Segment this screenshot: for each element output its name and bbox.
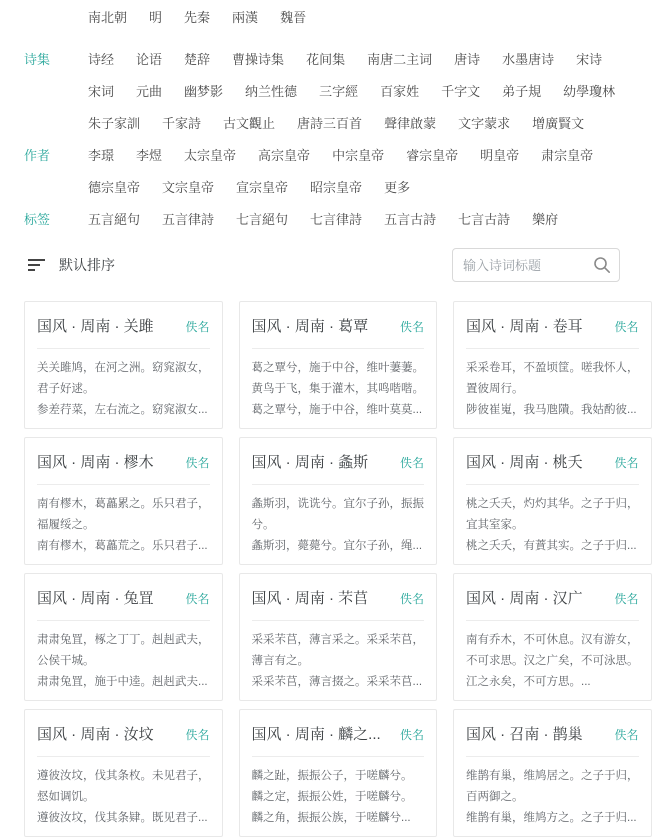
- toolbar: [0, 242, 626, 288]
- poem-excerpt-line: 君子好逑。: [37, 383, 95, 395]
- poem-author-link[interactable]: 佚名: [614, 456, 639, 470]
- filter-item[interactable]: 纳兰性德: [245, 84, 298, 99]
- filter-item[interactable]: 宣宗皇帝: [236, 180, 289, 195]
- poem-excerpt-line: 惄如调饥。: [37, 791, 95, 803]
- filter-item[interactable]: 弟子規: [502, 84, 542, 99]
- poem-title[interactable]: 国风 · 周南 · 汝坟: [37, 726, 154, 743]
- poem-card[interactable]: [24, 709, 223, 837]
- filter-item[interactable]: 五言古詩: [384, 212, 437, 227]
- filter-item[interactable]: 高宗皇帝: [258, 148, 311, 163]
- filter-item[interactable]: 明: [149, 10, 163, 25]
- poem-excerpt-line: 螽斯羽，诜诜兮。宜尔子孙，振振: [251, 498, 424, 510]
- poem-card-header: [37, 587, 210, 608]
- poem-excerpt-line: 维鹊有巢，维鸠方之。之子于归...: [466, 812, 637, 824]
- poem-excerpt-line: 麟之定，振振公姓，于嗟麟兮。: [251, 791, 413, 803]
- sort-label: 默认排序: [59, 257, 115, 273]
- poem-title[interactable]: 国风 · 周南 · 芣苢: [251, 590, 369, 607]
- poem-excerpt-line: 葛之覃兮，施于中谷，维叶莫莫...: [251, 404, 423, 416]
- filter-item[interactable]: 朱子家訓: [88, 116, 141, 131]
- card-divider: [252, 348, 425, 349]
- filter-item[interactable]: 幼學瓊林: [563, 84, 616, 99]
- poem-title[interactable]: 国风 · 周南 · 桃夭: [466, 454, 583, 471]
- filter-item[interactable]: 太宗皇帝: [184, 148, 237, 163]
- poem-title[interactable]: 国风 · 周南 · 关雎: [37, 318, 154, 335]
- poem-card[interactable]: [239, 301, 438, 429]
- poem-card-header: [252, 315, 425, 336]
- filter-item[interactable]: 元曲: [136, 84, 163, 99]
- poem-card[interactable]: [453, 709, 652, 837]
- filter-row-dynasty: [24, 8, 626, 28]
- poem-excerpt-line: 陟彼崔嵬，我马虺隤。我姑酌彼...: [466, 404, 637, 416]
- poem-card-grid: [0, 288, 639, 837]
- filter-panel: [0, 0, 626, 230]
- poem-excerpt-line: 公侯干城。: [37, 655, 95, 667]
- tag-items: [88, 210, 626, 230]
- filter-item[interactable]: 李璟: [88, 148, 115, 163]
- filter-item[interactable]: 聲律啟蒙: [384, 116, 437, 131]
- poem-excerpt-line: 南有樛木，葛藟荒之。乐只君子...: [37, 540, 208, 552]
- filter-item[interactable]: 中宗皇帝: [332, 148, 385, 163]
- poem-title[interactable]: 国风 · 周南 · 葛覃: [251, 318, 369, 335]
- poem-excerpt-line: 麟之趾，振振公子，于嗟麟兮。: [251, 770, 413, 782]
- poem-author-link[interactable]: 佚名: [399, 728, 424, 742]
- poem-excerpt-line: 麟之角，振振公族，于嗟麟兮...: [251, 812, 411, 824]
- poem-card-header: [37, 723, 210, 744]
- poem-card-header: [252, 587, 425, 608]
- poem-excerpt-line: 南有樛木，葛藟累之。乐只君子，: [37, 498, 210, 510]
- filter-item[interactable]: 南唐二主词: [367, 52, 433, 67]
- poem-title[interactable]: 国风 · 周南 · 螽斯: [251, 454, 369, 471]
- search-icon[interactable]: [593, 256, 611, 274]
- poem-excerpt-line: 福履绥之。: [37, 519, 95, 531]
- filter-item[interactable]: 千家詩: [162, 116, 202, 131]
- poem-card-header: [252, 451, 425, 472]
- card-divider: [37, 484, 210, 485]
- poem-excerpt-line: 薄言有之。: [251, 655, 309, 667]
- filter-label-collections: 诗集: [24, 52, 51, 67]
- poem-card-header: [37, 451, 210, 472]
- filter-label-tags: 标签: [24, 212, 51, 227]
- poem-title[interactable]: 国风 · 周南 · 樛木: [37, 454, 154, 471]
- poem-card[interactable]: [453, 573, 652, 701]
- poem-excerpt-line: 螽斯羽，薨薨兮。宜尔子孙，绳...: [251, 540, 423, 552]
- poem-author-link[interactable]: 佚名: [399, 320, 424, 334]
- card-divider: [37, 348, 210, 349]
- poem-author-link[interactable]: 佚名: [185, 320, 210, 334]
- filter-item[interactable]: 曹操诗集: [232, 52, 285, 67]
- search-box: [452, 248, 620, 282]
- card-divider: [466, 484, 639, 485]
- filter-item[interactable]: 魏晉: [280, 10, 307, 25]
- filter-item[interactable]: 兩漢: [232, 10, 259, 25]
- poem-title[interactable]: 国风 · 周南 · 卷耳: [466, 318, 583, 335]
- filter-item[interactable]: 七言律詩: [310, 212, 363, 227]
- poem-excerpt-line: 肃肃兔罝，施于中逵。赳赳武夫...: [37, 676, 208, 688]
- poem-excerpt-line: 黄鸟于飞，集于灌木，其鸣喈喈。: [251, 383, 424, 395]
- filter-item[interactable]: 文宗皇帝: [162, 180, 215, 195]
- poem-author-link[interactable]: 佚名: [399, 456, 424, 470]
- poem-card[interactable]: [453, 437, 652, 565]
- filter-label-authors: 作者: [24, 148, 51, 163]
- poem-card-header: [466, 315, 639, 336]
- author-items: [88, 146, 626, 198]
- poem-card[interactable]: [453, 301, 652, 429]
- poem-card[interactable]: [24, 573, 223, 701]
- poem-excerpt-line: 江之永矣，不可方思。...: [466, 676, 591, 688]
- poem-excerpt-line: 遵彼汝坟，伐其条肄。既见君子...: [37, 812, 208, 824]
- poem-author-link[interactable]: 佚名: [614, 728, 639, 742]
- poem-author-link[interactable]: 佚名: [185, 728, 210, 742]
- poem-excerpt-line: 遵彼汝坟，伐其条枚。未见君子，: [37, 770, 210, 782]
- poem-card[interactable]: [239, 437, 438, 565]
- filter-row-collections: [24, 50, 626, 134]
- filter-item[interactable]: 七言古詩: [458, 212, 511, 227]
- filter-item[interactable]: 五言律詩: [162, 212, 215, 227]
- poem-card[interactable]: [24, 301, 223, 429]
- filter-item[interactable]: 花间集: [306, 52, 346, 67]
- filter-item[interactable]: 楚辞: [184, 52, 211, 67]
- filter-item[interactable]: 唐詩三百首: [297, 116, 363, 131]
- poem-author-link[interactable]: 佚名: [614, 592, 639, 606]
- filter-item[interactable]: 百家姓: [380, 84, 420, 99]
- poem-card[interactable]: [239, 709, 438, 837]
- filter-item[interactable]: 南北朝: [88, 10, 128, 25]
- poem-excerpt-line: 宜其室家。: [466, 519, 524, 531]
- filter-item[interactable]: 幽梦影: [184, 84, 224, 99]
- poem-author-link[interactable]: 佚名: [185, 456, 210, 470]
- filter-item[interactable]: 昭宗皇帝: [310, 180, 363, 195]
- poem-title[interactable]: 国风 · 周南 · 兔罝: [37, 590, 154, 607]
- poem-excerpt-line: 不可求思。汉之广矣，不可泳思。: [466, 655, 639, 667]
- poem-excerpt-line: 采采芣苢，薄言掇之。采采芣苢...: [251, 676, 423, 688]
- poem-excerpt-line: 葛之覃兮，施于中谷，维叶萋萋。: [251, 362, 424, 374]
- poem-excerpt-line: 维鹊有巢，维鸠居之。之子于归，: [466, 770, 639, 782]
- poem-excerpt-line: 肃肃兔罝，椓之丁丁。赳赳武夫，: [37, 634, 210, 646]
- poem-excerpt-line: 兮。: [251, 519, 275, 531]
- poem-title[interactable]: 国风 · 周南 · 麟之...: [251, 726, 381, 743]
- card-divider: [252, 484, 425, 485]
- filter-item[interactable]: 宋词: [88, 84, 115, 99]
- poem-card-header: [37, 315, 210, 336]
- filter-item[interactable]: 水墨唐诗: [502, 52, 555, 67]
- poem-card-header: [466, 587, 639, 608]
- card-divider: [252, 620, 425, 621]
- dynasty-items: [88, 8, 626, 28]
- poem-title[interactable]: 国风 · 召南 · 鹊巢: [466, 726, 583, 743]
- filter-item[interactable]: 更多: [384, 180, 411, 195]
- poem-author-link[interactable]: 佚名: [399, 592, 424, 606]
- card-divider: [466, 348, 639, 349]
- filter-item[interactable]: 五言絕句: [88, 212, 141, 227]
- filter-item[interactable]: 先秦: [184, 10, 211, 25]
- filter-item[interactable]: 宋诗: [576, 52, 603, 67]
- card-divider: [466, 756, 639, 757]
- poem-excerpt-line: 桃之夭夭，有蕡其实。之子于归...: [466, 540, 637, 552]
- filter-row-authors: [24, 146, 626, 198]
- filter-item[interactable]: 肃宗皇帝: [541, 148, 594, 163]
- poem-excerpt-line: 参差荇菜，左右流之。窈窕淑女...: [37, 404, 208, 416]
- poem-title[interactable]: 国风 · 周南 · 汉广: [466, 590, 583, 607]
- card-divider: [37, 620, 210, 621]
- filter-item[interactable]: 明皇帝: [480, 148, 520, 163]
- filter-item[interactable]: 增廣賢文: [532, 116, 585, 131]
- sort-icon: [28, 258, 46, 272]
- filter-item[interactable]: 七言絕句: [236, 212, 289, 227]
- filter-item[interactable]: 文字蒙求: [458, 116, 511, 131]
- poem-excerpt-line: 百两御之。: [466, 791, 524, 803]
- filter-item[interactable]: 千字文: [441, 84, 481, 99]
- poem-excerpt-line: 南有乔木，不可休息。汉有游女，: [466, 634, 639, 646]
- poem-card-header: [466, 723, 639, 744]
- filter-item[interactable]: 论语: [136, 52, 163, 67]
- poem-card-header: [466, 451, 639, 472]
- poem-excerpt-line: 置彼周行。: [466, 383, 524, 395]
- poem-author-link[interactable]: 佚名: [614, 320, 639, 334]
- poem-excerpt-line: 关关雎鸠，在河之洲。窈窕淑女，: [37, 362, 210, 374]
- sort-control[interactable]: [28, 255, 115, 275]
- filter-item[interactable]: 樂府: [532, 212, 559, 227]
- poem-card[interactable]: [239, 573, 438, 701]
- filter-row-tags: [24, 210, 626, 230]
- poem-excerpt-line: 桃之夭夭，灼灼其华。之子于归，: [466, 498, 639, 510]
- poem-excerpt-line: 采采卷耳，不盈顷筐。嗟我怀人，: [466, 362, 639, 374]
- filter-item[interactable]: 李煜: [136, 148, 163, 163]
- poem-card[interactable]: [24, 437, 223, 565]
- card-divider: [252, 756, 425, 757]
- filter-item[interactable]: 睿宗皇帝: [406, 148, 459, 163]
- filter-item[interactable]: 三字經: [319, 84, 359, 99]
- filter-item[interactable]: 德宗皇帝: [88, 180, 141, 195]
- poem-card-header: [252, 723, 425, 744]
- filter-item[interactable]: 诗经: [88, 52, 115, 67]
- poem-excerpt-line: 采采芣苢，薄言采之。采采芣苢，: [251, 634, 424, 646]
- card-divider: [466, 620, 639, 621]
- collection-items: [88, 50, 626, 134]
- card-divider: [37, 756, 210, 757]
- poem-author-link[interactable]: 佚名: [185, 592, 210, 606]
- filter-item[interactable]: 古文觀止: [223, 116, 276, 131]
- filter-item[interactable]: 唐诗: [454, 52, 481, 67]
